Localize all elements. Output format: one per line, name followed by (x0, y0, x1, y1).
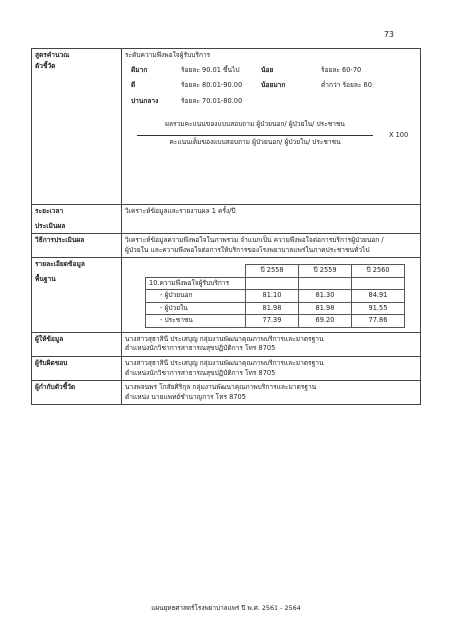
row-value: 91.55 (352, 302, 405, 315)
baseline-header-row (146, 265, 405, 278)
provider-label: ผู้ให้ข้อมูล (32, 332, 122, 356)
formula-row (32, 49, 421, 205)
level-name: น้อย (261, 65, 274, 74)
baseline-label-2: พื้นฐาน (35, 274, 56, 283)
level-name: ดี (131, 81, 136, 90)
formula (125, 120, 417, 182)
row-value: 77.39 (246, 315, 299, 328)
row-value: 81.30 (299, 290, 352, 303)
baseline-content (122, 258, 421, 333)
method-content (122, 234, 421, 258)
empty-cell (246, 277, 299, 290)
baseline-row (32, 258, 421, 333)
satisfaction-levels (131, 66, 417, 107)
year-header: ปี 2559 (299, 265, 352, 278)
row-name: - ผู้ป่วยนอก (146, 290, 246, 303)
period-text: วิเคราะห์ข้อมูลและรายงานผล 1 ครั้ง/ปี (122, 205, 421, 234)
table-row (146, 290, 405, 303)
responsible-label: ผู้รับผิดชอบ (32, 357, 122, 381)
responsible-content (122, 357, 421, 381)
level-name: น้อยมาก (261, 81, 286, 90)
provider-content (122, 332, 421, 356)
formula-denominator: คะแนนเต็มของแบบสอบถาม ผู้ป่วยนอก/ ผู้ป่วยใน/ ประชาชน (169, 138, 341, 147)
provider-line-2: ตำแหน่งนักวิชาการสาธารณสุขปฏิบัติการ โทร 8705 (125, 344, 276, 353)
page-footer: แผนยุทธศาสตร์โรงพยาบาลแพร่ ปี พ.ศ. 2561 - 2564 (151, 604, 301, 612)
fraction-line (137, 135, 373, 136)
supervisor-content (122, 381, 421, 405)
header-blank (146, 265, 246, 278)
responsible-line-1: นางสาวสุธาสินี ประเสบุญ กลุ่มงานพัฒนาคุณภาพบริการและมาตรฐาน (125, 359, 324, 368)
kpi-detail-table (31, 48, 421, 405)
level-range: ร้อยละ 70.01-80.00 (181, 96, 243, 105)
method-row (32, 234, 421, 258)
table-row (146, 302, 405, 315)
period-label-2: ประเมินผล (35, 221, 66, 230)
formula-label-cell (32, 49, 122, 205)
level-range: ร้อยละ 90.01 ขึ้นไป (181, 65, 240, 74)
supervisor-line-2: ตำแหน่ง นายแพทย์ชำนาญการ โทร 8705 (125, 392, 246, 401)
row-value: 77.86 (352, 315, 405, 328)
period-label-1: ระยะเวลา (35, 207, 64, 215)
supervisor-row (32, 381, 421, 405)
formula-content (122, 49, 421, 205)
page-number: 73 (383, 30, 394, 39)
formula-multiplier: X 100 (389, 131, 409, 140)
responsible-line-2: ตำแหน่งนักวิชาการสาธารณสุขปฏิบัติการ โทร 8705 (125, 368, 276, 377)
baseline-label-cell (32, 258, 122, 333)
indicator-label: ตัวชี้วัด (35, 61, 56, 70)
provider-line-1: นางสาวสุธาสินี ประเสบุญ กลุ่มงานพัฒนาคุณภาพบริการและมาตรฐาน (125, 334, 324, 343)
satisfaction-heading: ระดับความพึงพอใจผู้รับบริการ (125, 51, 211, 59)
period-row (32, 205, 421, 234)
row-value: 84.91 (352, 290, 405, 303)
row-name: - ประชาชน (146, 315, 246, 328)
table-row (146, 315, 405, 328)
group-title: 10.ความพึงพอใจผู้รับบริการ (146, 277, 246, 290)
supervisor-line-1: นางพจนพร โกสัยศิริกุล กลุ่มงานพัฒนาคุณภาพบริการและมาตรฐาน (125, 383, 317, 392)
level-name: ดีมาก (131, 65, 148, 74)
empty-cell (352, 277, 405, 290)
level-name: ปานกลาง (131, 96, 159, 105)
method-line-2: ผู้ป่วยใน และความพึงพอใจต่อการให้บริการของโรงพยาบาลแพร่ในภาคประชาชนทั่วไป (125, 245, 370, 254)
group-title-row (146, 277, 405, 290)
formula-label: สูตรคำนวณ (35, 51, 70, 59)
method-line-1: วิเคราะห์ข้อมูลความพึงพอใจในภาพรวม จำแนกเป็น ความพึงพอใจต่อการบริการผู้ป่วยนอก / (125, 236, 384, 245)
year-header: ปี 2560 (352, 265, 405, 278)
empty-cell (299, 277, 352, 290)
provider-row (32, 332, 421, 356)
period-label-cell (32, 205, 122, 234)
row-value: 81.98 (246, 302, 299, 315)
row-value: 69.20 (299, 315, 352, 328)
supervisor-label: ผู้กำกับตัวชี้วัด (32, 381, 122, 405)
responsible-row (32, 357, 421, 381)
level-range: ร้อยละ 60-70 (321, 65, 362, 74)
formula-numerator: ผลรวมคะแนนของแบบสอบถาม ผู้ป่วยนอก/ ผู้ป่วยใน/ ประชาชน (165, 120, 345, 129)
level-range: ต่ำกว่า ร้อยละ 60 (321, 81, 372, 90)
level-range: ร้อยละ 80.01-90.00 (181, 81, 243, 90)
baseline-table (145, 264, 405, 328)
row-value: 81.10 (246, 290, 299, 303)
row-value: 81.98 (299, 302, 352, 315)
row-name: - ผู้ป่วยใน (146, 302, 246, 315)
year-header: ปี 2558 (246, 265, 299, 278)
baseline-label-1: รายละเอียดข้อมูล (35, 260, 85, 269)
method-label: วิธีการประเมินผล (32, 234, 122, 258)
